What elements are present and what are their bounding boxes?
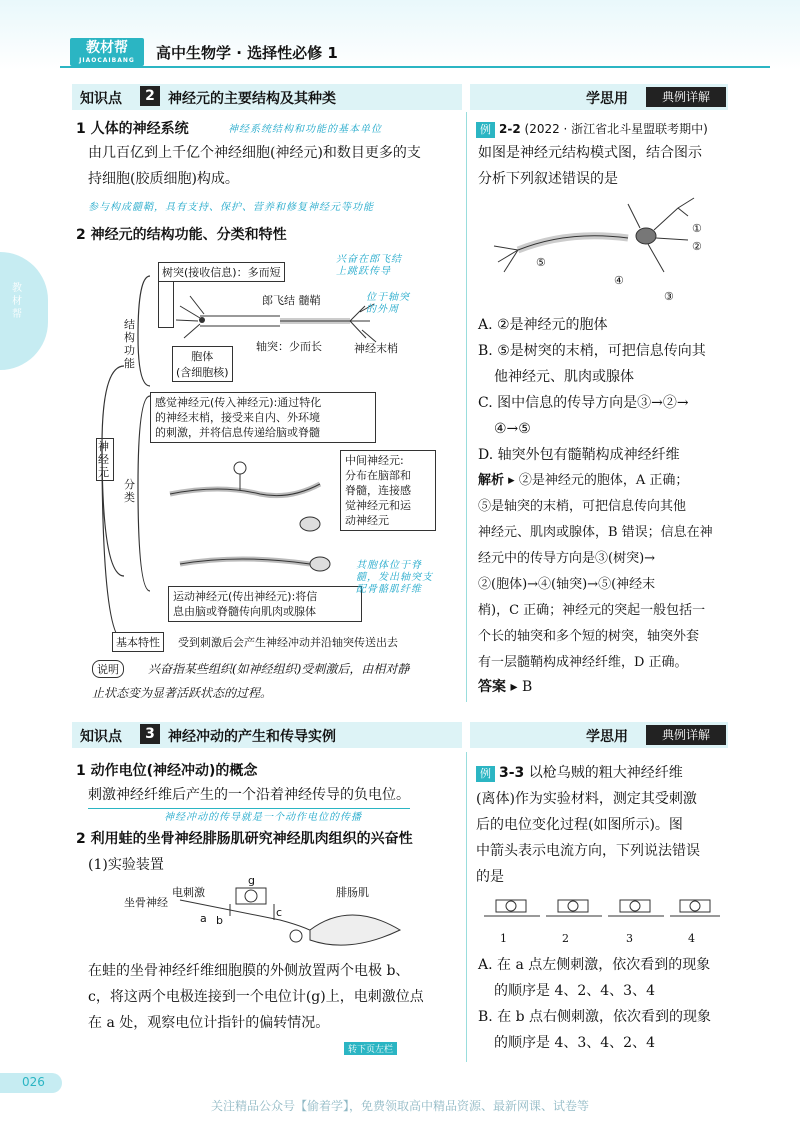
ex33-question: 例 3-3 以枪乌贼的粗大神经纤维 (离体)作为实验材料，测定其受刺激 后的电位变化过程(如图所示)。图 中箭头表示电流方向，下列说法错误 的是 bbox=[476, 765, 700, 885]
handwritten-note: 兴奋在郎飞结 上跳跃传导 bbox=[336, 254, 402, 277]
box-zhongjian: 中间神经元: 分布在脑部和 脊髓，连接感 觉神经元和运 动神经元 bbox=[340, 450, 436, 531]
label-jiegou: 结构功能 bbox=[124, 318, 135, 370]
k3-p3: 在 a 处，观察电位计指针的偏转情况。 bbox=[88, 1015, 330, 1031]
label-mo: 神经末梢 bbox=[354, 342, 398, 355]
ex22-option-b2: 他神经元、肌肉或腺体 bbox=[494, 369, 634, 385]
example-bar-2: 学思用 典例详解 bbox=[470, 722, 728, 748]
k2-s1-body2: 持细胞(胶质细胞)构成。 bbox=[88, 171, 239, 187]
watermark: 关注精品公众号【偷着学】，免费领取高中精品资源、最新网课、试卷等 bbox=[210, 1099, 589, 1113]
book-title: 高中生物学 · 选择性必修 1 bbox=[156, 44, 338, 62]
label-langfei: 郎飞结 髓鞘 bbox=[262, 294, 321, 307]
handwritten-note: 参与构成髓鞘，具有支持、保护、营养和修复神经元等功能 bbox=[88, 202, 374, 213]
knowledge-point-3-bar: 知识点 3 神经冲动的产生和传导实例 bbox=[72, 722, 462, 748]
label-fenlei: 分类 bbox=[124, 478, 135, 504]
ex22-option-a: A. ②是神经元的胞体 bbox=[478, 317, 608, 333]
ex22-q1: 如图是神经元结构模式图，结合图示 bbox=[478, 145, 702, 161]
jiben-text: 受到刺激后会产生神经冲动并沿轴突传送出去 bbox=[178, 636, 398, 649]
brand-logo: 教材帮 JIAOCAIBANG bbox=[70, 38, 144, 66]
ex22-option-c1: C. 图中信息的传导方向是③→②→ bbox=[478, 395, 689, 411]
label-b: b bbox=[216, 914, 223, 927]
ex22-option-c2: ④→⑤ bbox=[494, 421, 531, 437]
neuron-types-figure bbox=[160, 454, 340, 584]
label-dianci: 电刺激 bbox=[172, 886, 205, 899]
label-baoti: 胞体 (含细胞核) bbox=[172, 346, 233, 382]
handwritten-note: 位于轴突 的外周 bbox=[366, 292, 410, 315]
ex22-header: 例 2-2 (2022 · 浙江省北斗星盟联考期中) bbox=[476, 116, 708, 142]
note-line2: 止状态变为显著活跃状态的过程。 bbox=[92, 686, 273, 700]
turn-page-tip: 转下页左栏 bbox=[344, 1042, 397, 1055]
fig-num: 1 bbox=[500, 932, 507, 945]
ex33-option-b1: B. 在 b 点右侧刺激，依次看到的现象 bbox=[478, 1009, 712, 1025]
k3-p2: c，将这两个电极连接到一个电位计(g)上，电刺激位点 bbox=[88, 989, 424, 1005]
ex33-option-a2: 的顺序是 4、2、4、3、4 bbox=[494, 983, 655, 999]
label-shenjingyuan: 神经元 bbox=[96, 438, 114, 481]
ex22-option-d: D. 轴突外包有髓鞘构成神经纤维 bbox=[478, 447, 680, 463]
box-yundong: 运动神经元(传出神经元):将信 息由脑或脊髓传向肌肉或腺体 bbox=[168, 586, 362, 622]
fig-marker-4: ④ bbox=[614, 274, 624, 287]
nucleus-dot bbox=[199, 317, 205, 323]
k2-s1-body1: 由几百亿到上千亿个神经细胞(神经元)和数目更多的支 bbox=[88, 145, 421, 161]
fig-marker-2: ② bbox=[692, 240, 702, 253]
label-feichang: 腓肠肌 bbox=[336, 886, 369, 899]
k3-s2-title: 2 利用蛙的坐骨神经腓肠肌研究神经肌肉组织的兴奋性 bbox=[76, 831, 413, 847]
handwritten-note: 其胞体位于脊 髓，发出轴突支 配骨骼肌纤维 bbox=[356, 560, 433, 595]
box-ganjue: 感觉神经元(传入神经元):通过特化 的神经末梢，接受来自内、外环境 的刺激，并将信息传递给脑或脊髓 bbox=[150, 392, 376, 443]
label-shutu: 树突(接收信息)：多而短 bbox=[158, 262, 285, 282]
label-c: c bbox=[276, 906, 283, 919]
ex22-q2: 分析下列叙述错误的是 bbox=[478, 171, 618, 187]
ex33-option-a1: A. 在 a 点左侧刺激，依次看到的现象 bbox=[478, 957, 711, 973]
ex22-answer: 答案 ▸ B bbox=[478, 679, 533, 695]
handwritten-note: 神经冲动的传导就是一个动作电位的传播 bbox=[164, 812, 362, 823]
k3-s1-body: 刺激神经纤维后产生的一个沿着神经传导的负电位。 bbox=[88, 782, 410, 809]
header-divider bbox=[60, 66, 770, 68]
ex33-option-b2: 的顺序是 4、3、4、2、4 bbox=[494, 1035, 655, 1051]
knowledge-point-2-bar: 知识点 2 神经元的主要结构及其种类 bbox=[72, 84, 462, 110]
box-jiben: 基本特性 bbox=[112, 632, 164, 652]
handwritten-note: 神经系统结构和功能的基本单位 bbox=[228, 124, 382, 135]
column-divider bbox=[466, 752, 467, 1062]
potential-figure bbox=[482, 892, 722, 928]
k2-s1-title: 1 人体的神经系统 bbox=[76, 121, 189, 137]
fig-num: 2 bbox=[562, 932, 569, 945]
example-bar-1: 学思用 典例详解 bbox=[470, 84, 728, 110]
ex22-option-b1: B. ⑤是树突的末梢，可把信息传向其 bbox=[478, 343, 706, 359]
fig-marker-3: ③ bbox=[664, 290, 674, 303]
ex22-analysis: 解析 ▸ ②是神经元的胞体，A 正确； ⑤是轴突的末梢，可把信息传向其他 神经元、肌肉或腺体，B 错误；信息在神 经元中的传导方向是③(树突)→ ②(胞体)→④(轴突)→⑤(神经末 梢)，C 正确；神经元的突起一般包括一 个长的轴突和多个短的树突，轴突外套 有一层髓鞘构成神经纤维，D 正确。 bbox=[478, 473, 713, 670]
k3-sub1: (1)实验装置 bbox=[88, 857, 164, 873]
fig-num: 3 bbox=[626, 932, 633, 945]
label-zhoutu: 轴突：少而长 bbox=[256, 340, 322, 353]
fig-marker-5: ⑤ bbox=[536, 256, 546, 269]
label-g: g bbox=[248, 874, 255, 887]
label-a: a bbox=[200, 912, 207, 925]
label-zuogu: 坐骨神经 bbox=[124, 896, 168, 909]
k3-s1-title: 1 动作电位(神经冲动)的概念 bbox=[76, 763, 258, 779]
k2-s2-title: 2 神经元的结构功能、分类和特性 bbox=[76, 227, 287, 243]
side-tab: 教材帮 bbox=[0, 252, 48, 370]
note-line1: 兴奋指某些组织(如神经组织)受刺激后，由相对静 bbox=[148, 662, 410, 676]
page-number-tab: 026 bbox=[0, 1073, 62, 1093]
column-divider bbox=[466, 112, 467, 702]
note-badge: 说明 bbox=[92, 660, 124, 678]
brace-top bbox=[102, 366, 124, 446]
fig-marker-1: ① bbox=[692, 222, 702, 235]
fig-num: 4 bbox=[688, 932, 695, 945]
k3-p1: 在蛙的坐骨神经纤维细胞膜的外侧放置两个电极 b、 bbox=[88, 963, 410, 979]
